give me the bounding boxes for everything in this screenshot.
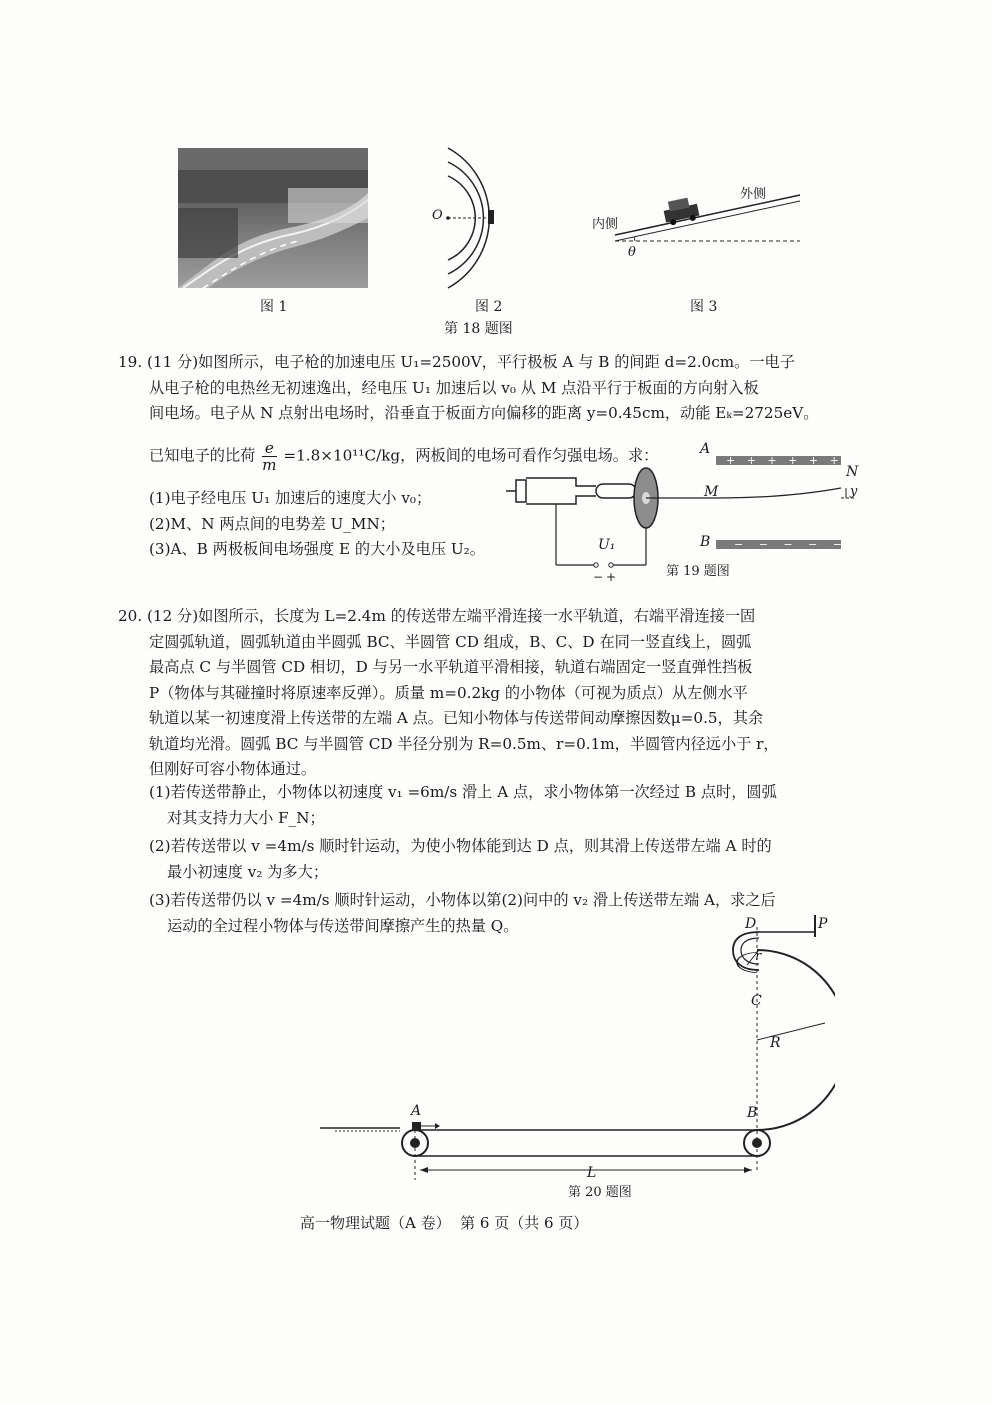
q19-figure-title: 第 19 题图 bbox=[666, 564, 730, 579]
fig3-outer-label: 外侧 bbox=[740, 187, 767, 202]
q18-figure-1-photo bbox=[178, 148, 368, 288]
fig1-caption: 图 1 bbox=[260, 299, 288, 315]
fraction-denominator: m bbox=[262, 456, 277, 474]
point-m-label: M bbox=[704, 484, 719, 500]
q18-figure-3 bbox=[590, 175, 820, 270]
plate-b-charges: − − − − − − bbox=[734, 538, 849, 564]
radius-r-small-label: r bbox=[755, 949, 762, 964]
deflection-y-label: y bbox=[850, 484, 858, 499]
fig3-inner-label: 内侧 bbox=[592, 217, 619, 232]
plate-b-label: B bbox=[700, 534, 711, 550]
point-c-label: C bbox=[751, 993, 762, 1009]
fraction-numerator: e bbox=[262, 440, 276, 457]
q19-line-3: 间电场。电子从 N 点射出电场时，沿垂直于板面方向偏移的距离 y=0.45cm，动能 Eₖ=2725eV。 bbox=[149, 404, 819, 422]
length-l-label: L bbox=[587, 1165, 597, 1181]
q20-line-2: 定圆弧轨道，圆弧轨道由半圆弧 BC、半圆管 CD 组成，B、C、D 在同一竖直线上，圆弧 bbox=[149, 632, 752, 651]
q20-sub-2a: (2)若传送带以 v =4m/s 顺时针运动，为使小物体能到达 D 点，则其滑上传送带左端 A 时的 bbox=[149, 837, 772, 855]
barrier-p-label: P bbox=[818, 916, 828, 932]
point-n-label: N bbox=[846, 464, 859, 480]
q20-sub-1b: 对其支持力大小 F_N； bbox=[167, 808, 325, 827]
q18-figure-2 bbox=[418, 140, 528, 290]
road-curve-photo bbox=[178, 148, 368, 288]
q19-sub-3: (3)A、B 两极板间电场强度 E 的大小及电压 U₂。 bbox=[149, 540, 485, 558]
q20-sub-1a: (1)若传送带静止，小物体以初速度 v₁ =6m/s 滑上 A 点，求小物体第一次经过 B 点时，圆弧 bbox=[149, 783, 777, 801]
q20-sub-3a: (3)若传送带仍以 v =4m/s 顺时针运动，小物体以第(2)问中的 v₂ 滑上传送带左端 A，求之后 bbox=[149, 891, 776, 909]
q19-subquestions bbox=[149, 486, 529, 563]
q19-line-2: 从电子枪的电热丝无初速逸出，经电压 U₁ 加速后以 v₀ 从 M 点沿平行于板面的方向射入板 bbox=[149, 378, 759, 397]
radius-r-big-label: R bbox=[770, 1035, 781, 1051]
q20-sub-2b: 最小初速度 v₂ 为多大； bbox=[167, 862, 329, 881]
fig3-theta-label: θ bbox=[628, 245, 636, 260]
page-footer: 高一物理试题（A 卷） 第 6 页（共 6 页） bbox=[300, 1214, 589, 1232]
point-d-label: D bbox=[745, 916, 757, 932]
q20-figure bbox=[315, 915, 835, 1205]
q18-figure-title: 第 18 题图 bbox=[444, 321, 513, 337]
charge-mass-ratio bbox=[262, 440, 276, 473]
q20-line-7: 但刚好可容小物体通过。 bbox=[149, 760, 317, 778]
terminal-minus: − bbox=[593, 570, 604, 584]
q20-line-4: P（物体与其碰撞时将原速率反弹）。质量 m=0.2kg 的小物体（可视为质点）从左侧水平 bbox=[149, 683, 748, 702]
fig2-label-o: O bbox=[432, 208, 443, 223]
q20-text bbox=[118, 604, 858, 783]
q20-line-1: 20. (12 分)如图所示，长度为 L=2.4m 的传送带左端平滑连接一水平轨道，右端平滑连接一固 bbox=[118, 607, 756, 625]
q20-line-3: 最高点 C 与半圆管 CD 相切，D 与另一水平轨道平滑相接，轨道右端固定一竖直弹性挡板 bbox=[149, 658, 753, 676]
plate-a-charges: + + + + + + + bbox=[726, 454, 864, 467]
q20-sub-3b: 运动的全过程小物体与传送带间摩擦产生的热量 Q。 bbox=[167, 916, 519, 935]
q20-figure-title: 第 20 题图 bbox=[568, 1185, 632, 1200]
q19-line-1: 19. (11 分)如图所示，电子枪的加速电压 U₁=2500V，平行极板 A 与 B 的间距 d=2.0cm。一电子 bbox=[118, 353, 795, 371]
q19-figure bbox=[496, 440, 866, 590]
q19-sub-2: (2)M、N 两点间的电势差 U_MN； bbox=[149, 514, 395, 533]
fig3-caption: 图 3 bbox=[690, 299, 718, 315]
q20-line-6: 轨道均光滑。圆弧 BC 与半圆管 CD 半径分别为 R=0.5m、r=0.1m，半圆管内径远小于 r， bbox=[149, 734, 779, 753]
banked-road-diagram bbox=[590, 175, 820, 270]
q19-line-4-post: =1.8×10¹¹C/kg，两板间的电场可看作匀强电场。求： bbox=[283, 446, 659, 465]
q19-text bbox=[118, 350, 858, 427]
terminal-plus: + bbox=[606, 570, 617, 584]
fig2-caption: 图 2 bbox=[475, 299, 503, 315]
point-a-label: A bbox=[411, 1103, 422, 1119]
q19-line-4-pre: 已知电子的比荷 bbox=[149, 446, 256, 465]
q19-sub-1: (1)电子经电压 U₁ 加速后的速度大小 v₀； bbox=[149, 489, 432, 507]
q20-line-5: 轨道以某一初速度滑上传送带的左端 A 点。已知小物体与传送带间动摩擦因数μ=0.5，其余 bbox=[149, 709, 764, 727]
point-b-label: B bbox=[747, 1105, 758, 1121]
plate-a-label: A bbox=[700, 441, 711, 457]
voltage-u1-label: U₁ bbox=[598, 537, 616, 553]
